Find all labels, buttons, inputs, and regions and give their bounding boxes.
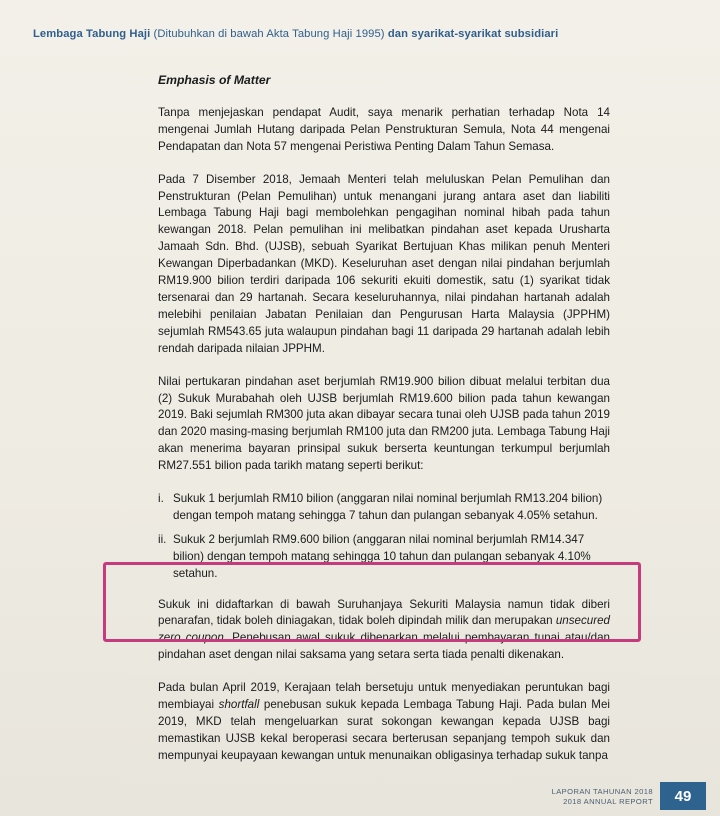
page-number: 49 — [660, 782, 706, 810]
paragraph-3: Nilai pertukaran pindahan aset berjumlah RM19.900 bilion dibuat melalui terbitan dua (2) Sukuk Murabahah oleh UJSB berjumlah RM19.600 bilion pada tahun kewangan 2019. Baki sejumlah RM300 juta akan dibayar secara tunai oleh UJSB pada tahun 2019 dan 2020 masing-masing berjumlah RM100 juta dan RM200 juta. Lembaga Tabung Haji akan menerima bayaran prinsipal sukuk berserta keuntungan terkumpul berjumlah RM27.551 bilion pada tarikh matang seperti berikut: — [158, 374, 610, 473]
footer-report-title — [552, 787, 653, 806]
footer-line-2: 2018 ANNUAL REPORT — [563, 796, 653, 806]
p4-text-b: . Penebusan awal sukuk dibenarkan melalui pembayaran tunai atau/dan pindahan aset dengan nilai saksama yang setara serta tiada penalti dikenakan. — [158, 631, 610, 662]
p4-text-a: Sukuk ini didaftarkan di bawah Suruhanjaya Sekuriti Malaysia namun tidak diberi penarafan, tidak boleh diniagakan, tidak boleh dipindah milik dan merupakan — [158, 597, 610, 628]
highlight-box — [103, 562, 641, 645]
header-paren: (Ditubuhkan di bawah Akta Tabung Haji 1995) — [153, 28, 385, 40]
list-text: Sukuk 1 berjumlah RM10 bilion (anggaran nilai nominal berjumlah RM13.204 bilion) dengan tempoh matang sehingga 7 tahun dan pulangan sebanyak 4.05% setahun. — [173, 492, 603, 522]
list-text: Sukuk 2 berjumlah RM9.600 bilion (anggaran nilai nominal berjumlah RM14.347 bilion) dengan tempoh matang sehingga 10 tahun dan pulangan sebanyak 4.10% setahun. — [173, 532, 591, 580]
paragraph-5 — [158, 680, 610, 765]
p5-text-b: penebusan sukuk kepada Lembaga Tabung Haji. Pada bulan Mei 2019, MKD telah mengeluarkan surat sokongan kewangan kepada UJSB bagi memastikan UJSB kekal beroperasi secara berterusan sepanjang tempoh sukuk dan mempunyai keupayaan kewangan untuk menunaikan obligasinya terhadap sukuk tanpa — [158, 698, 610, 762]
section-heading: Emphasis of Matter — [158, 73, 271, 87]
body-content — [158, 72, 610, 781]
footer-line-1: LAPORAN TAHUNAN 2018 — [551, 787, 653, 796]
paragraph-1: Tanpa menjejaskan pendapat Audit, saya menarik perhatian terhadap Nota 14 mengenai Jumlah Hutang daripada Pelan Penstrukturan Semula, Nota 44 mengenai Pendapatan dan Nota 57 mengenai Peristiwa Penting Dalam Tahun Semasa. — [158, 105, 610, 153]
list-number: ii. — [158, 532, 167, 546]
paragraph-2: Pada 7 Disember 2018, Jemaah Menteri telah meluluskan Pelan Pemulihan dan Penstrukturan (Pelan Pemulihan) untuk menangani jurang antara aset dan liabiliti Lembaga Tabung Haji bagi membolehkan pengagihan nominal hibah pada tahun kewangan 2018. Pelan pemulihan ini melibatkan pindahan aset kepada Urusharta Jamaah Sdn. Bhd. (UJSB), sebuah Syarikat Bertujuan Khas milikan penuh Menteri Kewangan Diperbadankan (MKD). Keseluruhan aset dengan nilai pindahan berjumlah RM19.900 bilion terdiri daripada 106 sekuriti ekuiti domestik, satu (1) syarikat tidak tersenarai dan 29 hartanah. Secara keseluruhannya, nilai pindahan hartanah adalah melebihi penilaian Jabatan Penilaian dan Pengurusan Harta Malaysia (JPPHM) sejumlah RM543.65 juta walaupun pindahan bagi 11 daripada 29 hartanah adalah lebih rendah daripada nilaian JPPHM. — [158, 172, 610, 355]
header-org: Lembaga Tabung Haji — [33, 28, 151, 40]
p5-emphasis: shortfall — [218, 698, 260, 712]
running-header — [33, 28, 558, 40]
list-number: i. — [158, 492, 164, 506]
p4-emphasis: unsecured zero coupon — [158, 614, 610, 645]
header-tail: dan syarikat-syarikat subsidiari — [387, 28, 559, 40]
p5-text-a: Pada bulan April 2019, Kerajaan telah bersetuju untuk menyediakan peruntukan bagi membiayai — [158, 681, 610, 712]
list-item — [158, 491, 610, 525]
